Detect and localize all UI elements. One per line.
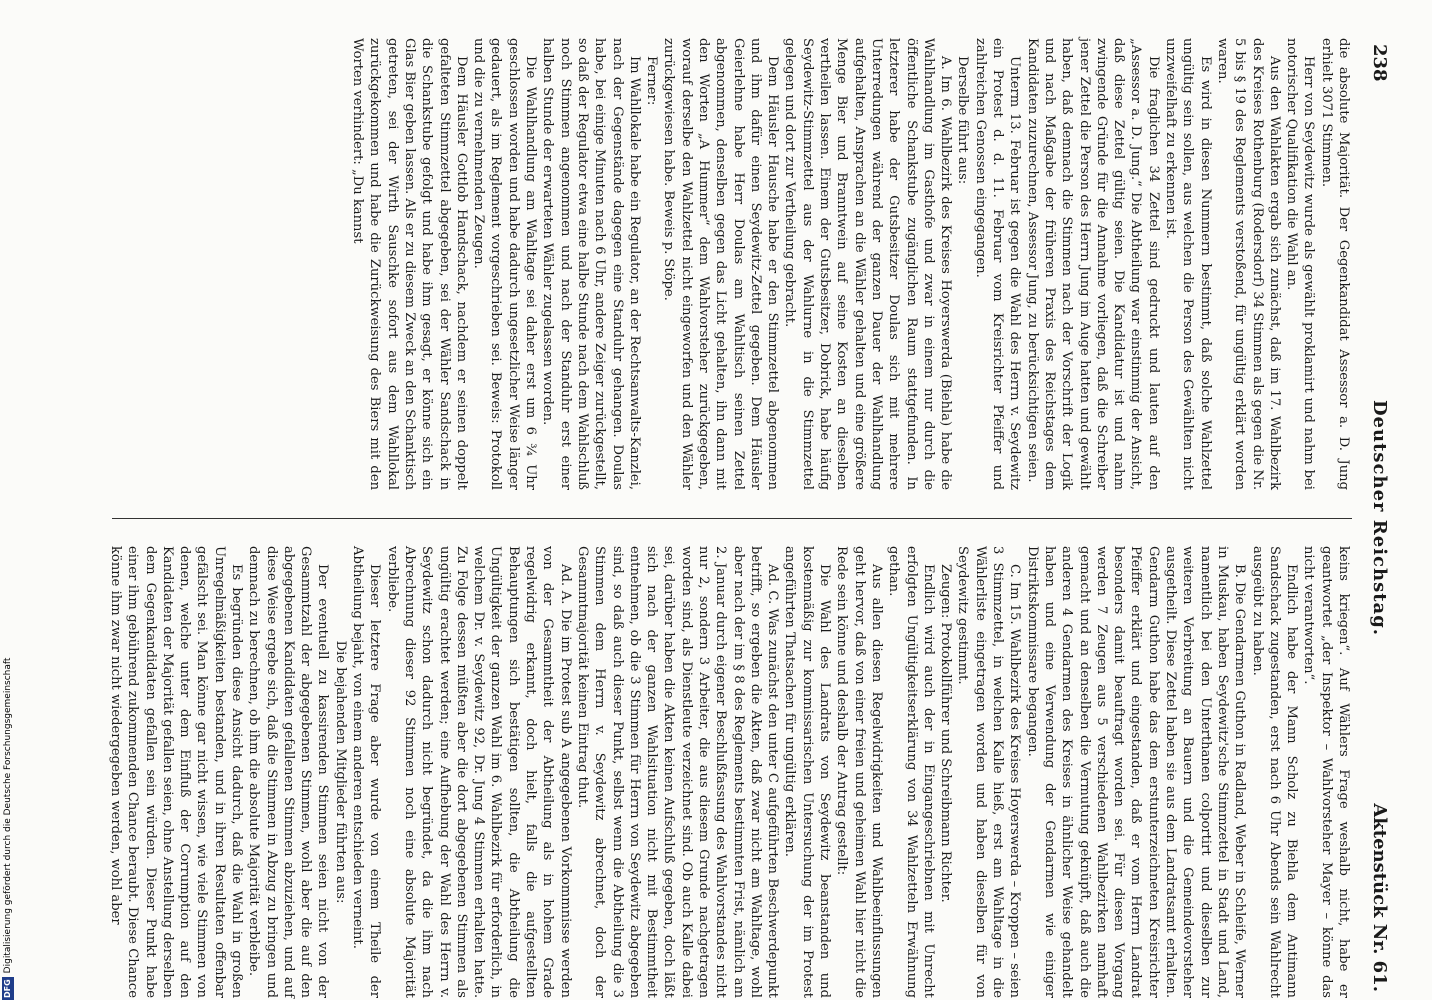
right-column: [107, 546, 1352, 998]
column-divider: [112, 518, 1352, 519]
paragraph: Endlich wird auch der in Eingangeschriebnen mit Unrecht erfolgten Ungültigkeitserklärung von 34 Wahlzetteln Erwähnung gethan.: [886, 546, 936, 998]
paragraph: Der eventuell zu kassirenden Stimmen seien nicht von der Gesammtzahl der abgegebenen Stimmen, wohl aber die auf den abgegebenen Kandidaten gefallenen Stimmen abzuziehen, und auf diese Weise ergebe sich, daß die Stimmen in Abzug zu bringen und demnach zu berechnen, ob ihm die absolute Majorität verbleibe.: [246, 546, 331, 998]
dfg-logo-icon: DFG: [3, 979, 12, 998]
issue-number: Aktenstück Nr. 61.: [1369, 803, 1390, 992]
paragraph: Es begründen diese Ansicht dadurch, daß die Wahl in großen Unregelmäßigkeiten bestanden, und in ihren Resultaten offenbar gefälscht sei. Man könne gar nicht wissen, wie viele Stimmen von denen, welche unter dem Einfluß der Corrumption auf den Kandidaten der Majorität gefallen seien, ohne Anstellung derselben dem Gegenkandidaten gefallen sein würden. Dieser Punkt habe einer ihm gebührend zukommenden Chance beraubt. Diese Chance könne ihm zwar nicht wiedergegeben werden, wohl aber: [107, 546, 244, 998]
paragraph: Aus den Wahlakten ergab sich zunächst, daß im 17. Wahlbezirk des Kreises Rothenburg (Rodersdorf) 34 Stimmen als gegen die Nr. 5 bis § 19 des Reglements verstoßend, für ungültig erklärt worden waren.: [1214, 38, 1282, 490]
paragraph: Die Wahl des Landrats von Seydewitz beanstanden und kostenmäßig zur kommissarischen Untersuchung der im Protest angeführten Thatsachen für ungültig erklären.: [782, 546, 833, 998]
paragraph: Es wird in diesen Nummern bestimmt, daß solche Wahlzettel ungültig sein sollen, aus welchen die Person des Gewählten nicht unzweifelhaft zu erkennen ist.: [1163, 38, 1213, 490]
paragraph: Die fraglichen 34 Zettel sind gedruckt und lauten auf den „Assessor a. D. Jung.“ Die Abtheilung war einstimmig der Ansicht, daß diese Zettel gültig seien. Die Kandidatur ist und nahm zwingende Gründe für die Annahme vorliegen, daß die Schreiber jener Zettel die Person des Herrn Jung im Auge hatten und gewählt haben, daß demnach die Stimmen nach der Vorschrift der Logik und nach Maßgabe der früheren Praxis des Reichstages dem Kandidaten zuzurechnen, Assessor Jung, zu berücksichtigen seien.: [1024, 38, 1161, 490]
paragraph: Ad. A. Die im Protest sub A angegebenen Vorkommnisse werden von der Gesammtheit der Abtheilung als in hohem Grade regelwidrig erkannt, doch hielt, falls die aufgestellten Behauptungen sich bestätigen sollten, die Abtheilung die Ungültigkeit der ganzen Wahl im 6. Wahlbezirk für erforderlich, in welchem Dr. v. Seydewitz 92, Dr. Jung 4 Stimmen erhalten hatte. Zu Folge dessen müßten aber die dort abgegebenen Stimmen als ungültig erachtet werden; eine Aufhebung der Wahl des Herrn v. Seydewitz schon dadurch nicht begründet, da die ihm nach Abrechnung dieser 92 Stimmen noch eine absolute Majorität verbliebe.: [384, 546, 573, 998]
paragraph: Unterm 13. Februar ist gegen die Wahl des Herrn v. Seydewitz ein Protest d. d. 11. Februar vom Kreisrichter Pfeiffer und zahlreichen Genossen eingegangen.: [972, 38, 1023, 490]
left-column: [112, 38, 1352, 490]
digitization-credit: [2, 6, 14, 1000]
page-number: 238: [1369, 44, 1390, 82]
paragraph: B. Die Gendarmen Guthon in Radland, Weber in Schleife, Werner in Muskau, haben Seydewitz'sche Stimmzettel in Stadt und Land, namentlich bei den Unterthanen colportirt und dieselben zur weiteren Verbreitung an Bauern und die Gemeindevorsteher ausgetheilt. Diese Zettel haben sie aus dem Landratsamt erhalten. Gendarm Guthon habe das dem erstunterzeichneten Kreisrichter Pfeiffer erklärt und eingestanden, daß er vom Herrn Landrat besonders damit beauftragt worden sei. Für diesen Vorgang werden 7 Zeugen aus 5 verschiedenen Wahlbezirken namhaft gemacht und an denselben die Vermutung geknüpft, daß auch die anderen 4 Gendarmen des Kreises in ähnlicher Weise gehandelt haben und eine Verwendung der Gendarmen wie einiger Distriktskommissare begangen.: [1024, 546, 1248, 998]
paragraph: C. Im 15. Wahlbezirk des Kreises Hoyerswerda – Kroppen – seien 3 Stimmzettel, in welchen Kalle hieß, erst am Wahltage in die Wählerliste eingetragen worden und haben dieselben für von Seydewitz gestimmt.: [955, 546, 1023, 998]
paragraph: Die Wahlhandlung am Wahltage sei daher erst um 6 ¾ Uhr geschlossen worden und habe dadurch ungesetzlicher Weise länger gedauert, als im Reglement vorgeschrieben sei. Beweis: Protokoll und die zu vernehmenden Zeugen.: [471, 38, 539, 490]
paragraph: Die bejahenden Mitglieder führten aus:: [332, 640, 348, 904]
page-header: [1360, 38, 1396, 998]
paragraph: Endlich habe der Mann Scholz zu Biehla dem Antimann Sandschack zugestanden, erst nach 6 Uhr Abends sein Wahlrecht ausgeübt zu haben.: [1249, 546, 1300, 998]
credit-text: Digitalisierung gefördert durch die Deutsche Forschungsgemeinschaft: [3, 657, 13, 974]
paragraph: Zeugen: Protokollführer und Schreibmann Richter.: [938, 564, 954, 903]
paragraph: Im Wahllokale habe ein Regulator, an der Rechtsanwalts-Kanzlei, nach der Gegenstände dagegen eine Standuhr gehangen. Doulas habe, bei einige Minuten nach 6 Uhr, andere Zeiger zurückgestellt, so daß der Regulator etwa eine halbe Stunde nach dem Wahlschluß noch Stimmen angenommen und nach der Standuhr erst einer halben Stunde der erwarteten Wähler zugelassen worden.: [540, 38, 642, 490]
paragraph: Ad. C. Was zunächst den unter C aufgeführten Beschwerdepunkt betrifft, so ergeben die Akten, daß zwar nicht am Wahltage, wohl aber nach der im § 8 des Reglements bestimmten Frist, nämlich am 2. Januar durch eigener Beschlußfassung des Wahlvorstandes nicht nur 2, sondern 3 Arbeiter, die aus diesem Grunde nachgetragen worden sind, als Dienstleute verzeichnet sind. Ob auch Kalle dabei sei, darüber haben die Akten keinen Aufschluß gegeben, doch läßt sich nach der ganzen Wahlsituation nicht mit Bestimmtheit entnehmen, ob die 3 Stimmen für Herrn von Seydewitz abgegeben sind, so daß auch dieser Punkt, selbst wenn die Abtheilung die 3 Stimmen dem Herrn v. Seydewitz abrechnet, doch der Gesammtmajorität keinen Eintrag thut.: [574, 546, 781, 998]
page-title: Deutscher Reichstag.: [1369, 399, 1390, 637]
paragraph: Dem Häusler Hausche habe er den Stimmzettel abgenommen und ihm dafür einen Seydewitz-Zettel gegeben. Dem Häusler Geierlehne habe Herr Doulas am Wahltisch seinen Zettel abgenommen, denselben gegen das Licht gehalten, ihn dann mit den Worten „A Hummer“ dem Wahlvorsteher zurückgegeben, worauf derselbe den Wahlzettel nicht eingeworfen und den Wähler zurückgewiesen habe. Beweis p. Stöpe.: [661, 38, 781, 490]
paragraph: A. Im 6. Wahlbezirk des Kreises Hoyerswerda (Biehla) habe die Wahlhandlung im Gasthofe und zwar in einem nur durch die öffentliche Schankstube zugänglichen Raum stattgefunden. In letzterer habe der Gutsbesitzer Doulas sich mit mehrere Unterredungen während der ganzen Dauer der Wahlhandlung aufgehalten, Ansprachen an die Wähler gehalten und eine größere Menge Bier und Branntwein auf seine Kosten an dieselben vertheilen lassen. Einem der Gutsbesitzer, Dobrick, habe häufig Seydewitz-Stimmzettel aus der Wahlurne in die Stimmzettel gelegen und dort zur Vertheilung gebracht.: [782, 38, 954, 490]
rotated-printed-page: [96, 38, 1396, 998]
paragraph: keins kriegen“. Auf Wählers Frage weshalb nicht, habe er geantwortet „der Inspektor – Wahlvorsteher Mayer – könne das nicht verantworten“.: [1301, 546, 1351, 998]
paragraph: Dieser letztere Frage aber wurde von einem Theile der Abtheilung bejaht, von einem anderen entschieden verneint.: [350, 546, 383, 998]
paragraph: Ferner:: [644, 56, 660, 106]
paragraph: Dem Häusler Gottlob Handschack, nachdem er seinen doppelt gefalteten Stimmzettel abgegeben, sei der Wähler Sandschack in die Schankstube gefolgt und habe ihm gesagt, er könne sich ein Glas Bier geben lassen. Als er zu diesem Zweck an den Schanktisch getreten, sei der Wirth Sauschke sofort aus dem Wahllokal zurückgekommen und habe die Zurückweisung des Biers mit den Worten verhindert: „Du kannst: [350, 38, 469, 490]
paragraph: Derselbe führt aus:: [955, 56, 971, 185]
paragraph: die absolute Majorität. Der Gegenkandidat Assessor a. D. Jung erhielt 3071 Stimmen.: [1318, 38, 1351, 490]
paragraph: Aus allen diesen Regelwidrigkeiten und Wahlbeeinflussungen geht hervor, daß von einer freien und geheimen Wahl hier nicht die Rede sein könne und deshalb der Antrag gestellt:: [834, 546, 884, 998]
paragraph: Herr von Seydewitz wurde als gewählt proklamirt und nahm bei notorischer Qualifikation die Wahl an.: [1284, 38, 1317, 490]
